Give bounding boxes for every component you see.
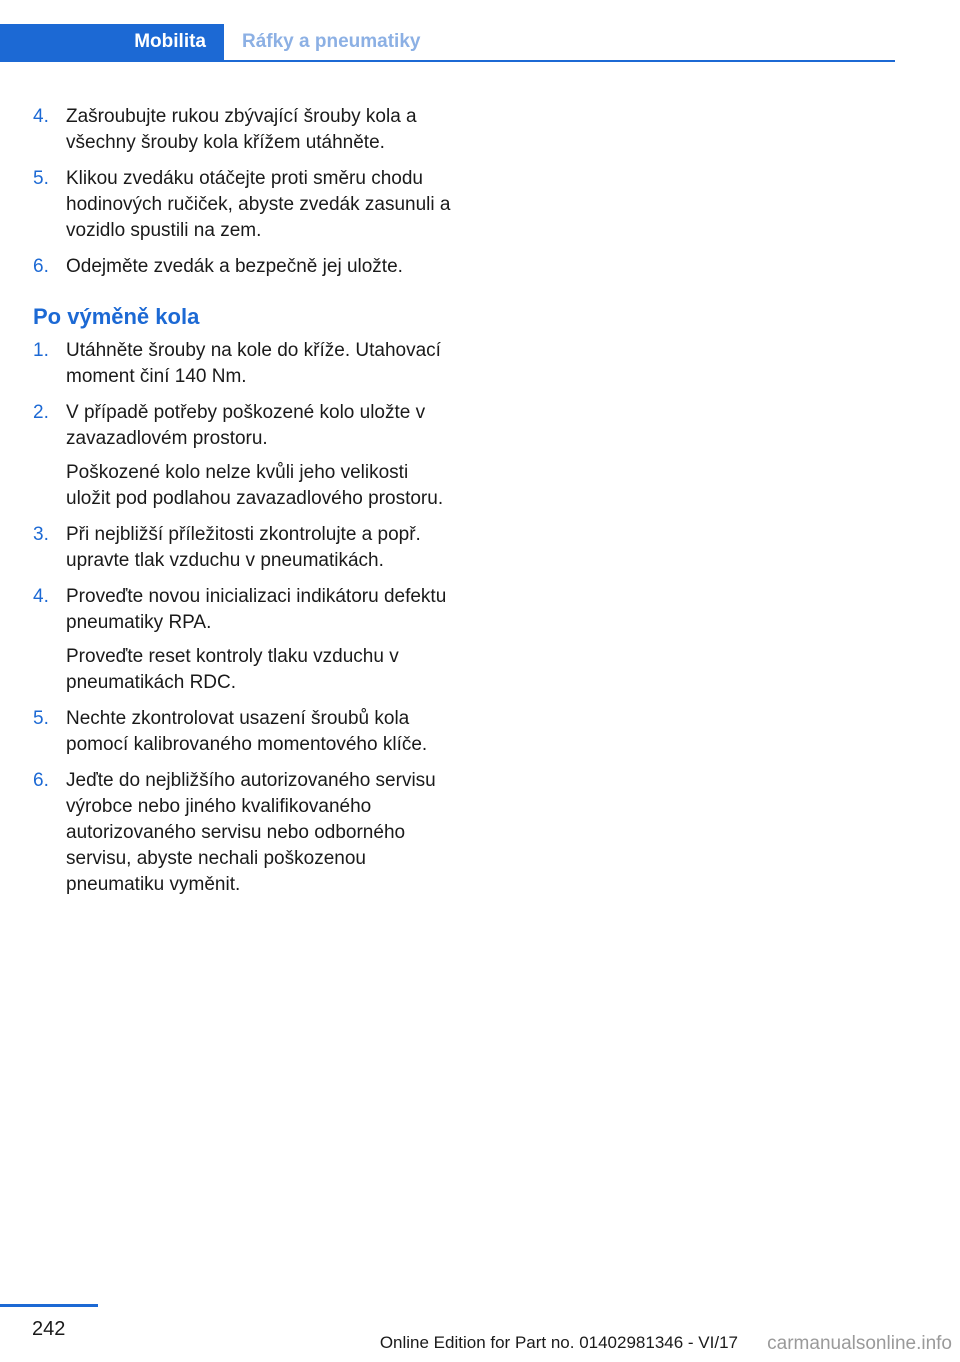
section-heading: Po výměně kola <box>33 304 200 329</box>
step-number: 5. <box>33 708 49 729</box>
step-text: Jeďte do nejbližšího autorizovaného servisu výrobce nebo jiného kvalifikovaného autorizovaného servisu nebo odborného servisu, abyste nechali poškozenou pneumatiku vyměnit. <box>66 770 436 895</box>
list-item <box>33 768 453 898</box>
step-number: 3. <box>33 524 49 545</box>
step-text: Proveďte novou inicializaci indikátoru defektu pneumatiky RPA. <box>66 586 447 633</box>
step-note: Poškozené kolo nelze kvůli jeho velikosti uložit pod podlahou zavazadlového prostoru. <box>66 462 444 509</box>
chapter-label: Mobilita <box>134 31 206 52</box>
step-number: 4. <box>33 586 49 607</box>
page-header <box>0 24 895 62</box>
steps-list-after <box>33 338 453 898</box>
list-item <box>33 706 453 758</box>
chapter-tab[interactable] <box>0 24 224 60</box>
list-item <box>33 254 453 280</box>
section-label: Ráfky a pneumatiky <box>242 31 421 52</box>
step-number: 5. <box>33 168 49 189</box>
step-number: 2. <box>33 402 49 423</box>
step-text: Nechte zkontrolovat usazení šroubů kola pomocí kalibrovaného momentového klíče. <box>66 708 428 755</box>
section-tab[interactable] <box>224 24 420 60</box>
step-text: Klikou zvedáku otáčejte proti směru chodu hodinových ručiček, abyste zvedák zasunuli a vozidlo spustili na zem. <box>66 168 451 241</box>
edition-note: Online Edition for Part no. 01402981346 - VI/17 <box>379 1333 738 1352</box>
step-text: Při nejbližší příležitosti zkontrolujte a popř. upravte tlak vzduchu v pneumatikách. <box>66 524 421 571</box>
list-item <box>33 166 453 244</box>
step-text: Zašroubujte rukou zbývající šrouby kola a všechny šrouby kola křížem utáhněte. <box>66 106 417 153</box>
step-number: 6. <box>33 770 49 791</box>
steps-list-top <box>33 104 453 280</box>
step-text: Odejměte zvedák a bezpečně jej uložte. <box>66 256 403 277</box>
list-item <box>33 104 453 156</box>
step-number: 1. <box>33 340 49 361</box>
main-content <box>33 104 453 908</box>
list-item <box>33 338 453 390</box>
watermark: carmanualsonline.info <box>767 1333 952 1354</box>
step-text: V případě potřeby poškozené kolo uložte v zavazadlovém prostoru. <box>66 402 426 449</box>
step-number: 6. <box>33 256 49 277</box>
page-number: 242 <box>32 1318 66 1340</box>
list-item <box>33 400 453 512</box>
list-item <box>33 584 453 696</box>
list-item <box>33 522 453 574</box>
step-note: Proveďte reset kontroly tlaku vzduchu v pneumatikách RDC. <box>66 646 399 693</box>
header-divider <box>0 60 895 62</box>
step-number: 4. <box>33 106 49 127</box>
step-text: Utáhněte šrouby na kole do kříže. Utahovací moment činí 140 Nm. <box>66 340 441 387</box>
footer-divider <box>0 1304 98 1307</box>
